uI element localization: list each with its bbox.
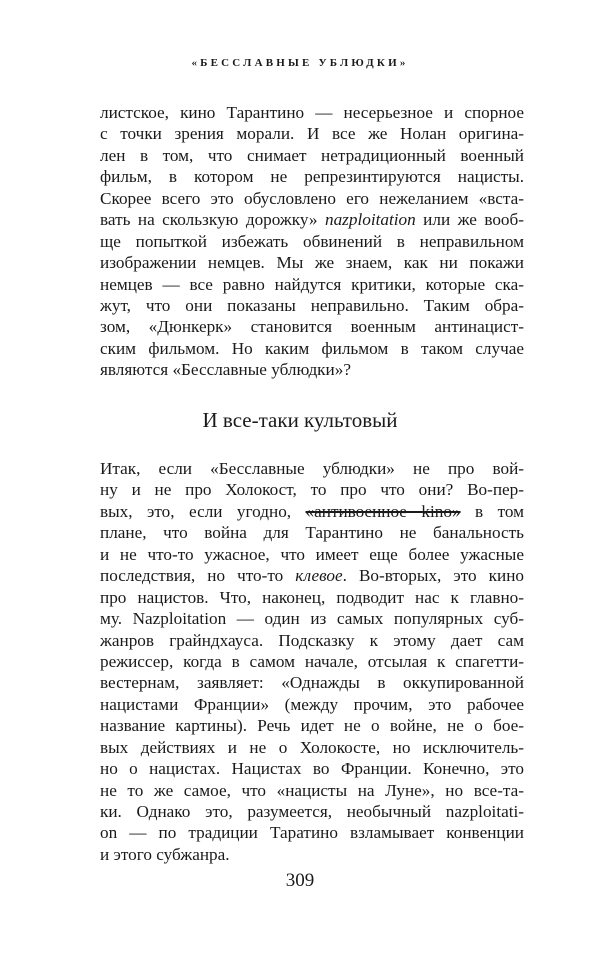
text-line [100,252,524,273]
page-number: 309 [285,870,315,891]
text-line [100,587,524,608]
text-segment: зом, «Дюнкерк» становится военным антинацист- [100,317,524,337]
text-segment: или же вооб- [415,210,524,230]
text-segment: вых действиях и не о Холокосте, но исключитель- [100,737,524,757]
text-segment: не то же самое, что «нацисты на Луне», но все-та- [100,780,524,800]
text-line [100,715,524,736]
text-segment: название картины). Речь идет не о войне, не о бое- [100,716,524,736]
text-segment: изображении немцев. Мы же знаем, как ни покажи [100,253,524,273]
text-line [100,102,524,123]
text-line [100,608,524,629]
text-segment: но о нацистах. Нацистах во Франции. Конечно, это [100,759,524,779]
text-segment: листское, кино Тарантино — несерьезное и спорное [100,103,524,122]
text-segment: лен в том, что снимает нетрадиционный военный [100,145,524,165]
text-segment: последствия, но что-то [100,566,296,586]
text-segment: . Во-вторых, это кино [342,566,524,586]
text-segment: Скорее всего это обусловлено его нежеланием «вста- [100,188,524,208]
text-line [100,630,524,651]
text-segment: жут, что они показаны неправильно. Таким обра- [100,295,524,315]
text-segment: про нацистов. Что, наконец, подводит нас к главно- [100,587,524,607]
text-line [100,209,524,230]
text-segment: ским фильмом. Но каким фильмом в таком случае [100,338,524,358]
text-segment: и не что-то ужасное, что имеет еще более ужасные [100,544,524,564]
text-line [100,694,524,715]
text-line [100,801,524,822]
text-line [100,780,524,801]
text-segment: вать на скользкую дорожку» [100,210,325,230]
italic-text: nazploitation [324,210,416,230]
text-segment: ну и не про Холокост, то про что они? Во-пер- [100,480,524,500]
text-line [100,479,524,500]
text-line [100,295,524,316]
text-segment: немцев — все равно найдутся критики, которые ска- [100,274,524,294]
text-segment: Итак, если «Бесславные ублюдки» не про вой- [100,459,524,478]
text-segment: режиссер, когда в самом начале, отсылая к спагетти- [100,651,524,671]
strikethrough-text: «антивоенное kino» [305,501,461,521]
text-line [100,316,524,337]
text-segment: му. Nazploitation — один из самых популярных суб- [100,609,524,629]
italic-text: клевое [295,566,343,586]
text-line [100,501,524,522]
text-segment: жанров грайндхауса. Подсказку к этому дает сам [100,630,524,650]
text-line [100,458,524,479]
text-line [100,166,524,187]
text-line [100,274,524,295]
text-segment: on — по традиции Таратино взламывает конвенции [100,823,524,843]
running-head: «БЕССЛАВНЫЕ УБЛЮДКИ» [191,57,409,69]
text-line [100,565,524,586]
section-heading: И все-таки культовый [202,408,398,432]
text-line [100,522,524,543]
paragraph-2 [100,458,524,865]
text-segment: с точки зрения морали. И все же Нолан оригина- [100,124,524,144]
text-line [100,145,524,166]
text-segment: и этого субжанра. [100,844,230,864]
text-line [100,544,524,565]
text-line [100,672,524,693]
text-line [100,338,524,359]
text-line [100,123,524,144]
text-line [100,737,524,758]
text-segment: являются «Бесславные ублюдки»? [100,360,351,380]
text-segment: нацистами Франции» (между прочим, это рабочее [100,694,524,714]
text-line [100,844,524,865]
text-line [100,758,524,779]
text-segment: фильм, в котором не репрезинтируются нацисты. [100,167,524,187]
text-segment: ще попыткой избежать обвинений в неправильном [100,231,524,251]
text-segment: ки. Однако это, разумеется, необычный nazploitati- [100,802,524,821]
text-line [100,231,524,252]
text-line [100,651,524,672]
text-line [100,188,524,209]
paragraph-1 [100,102,524,381]
text-line [100,822,524,843]
text-segment: в том [460,501,525,521]
text-line [100,359,524,380]
text-segment: вестернам, заявляет: «Однажды в оккупированной [100,673,524,693]
text-segment: плане, что война для Тарантино не банальность [100,523,524,543]
text-segment: вых, это, если угодно, [100,501,306,521]
